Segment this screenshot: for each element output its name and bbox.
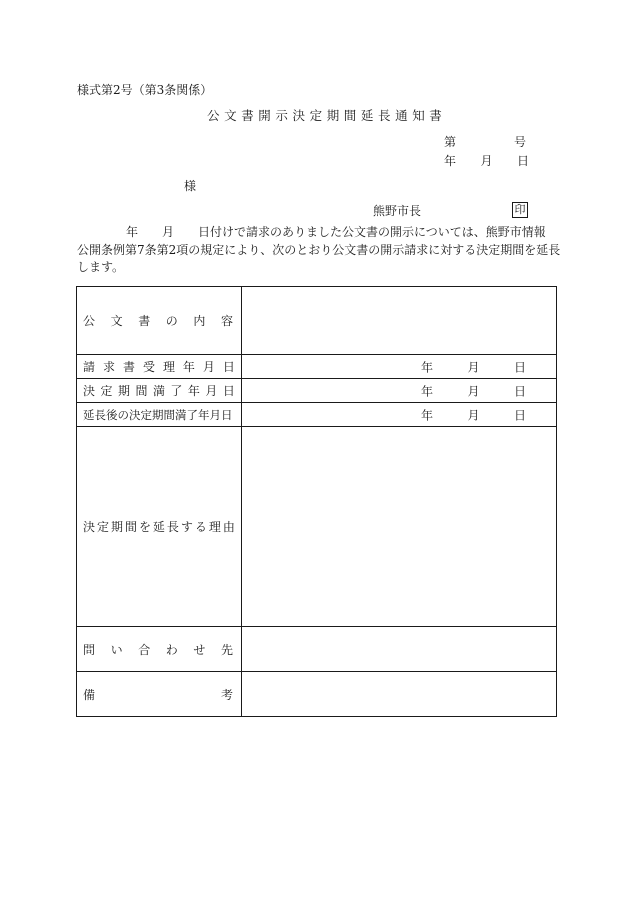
label-char: 容	[220, 314, 233, 328]
label-char: 合	[138, 642, 151, 657]
label-char: 由	[222, 520, 235, 534]
date-day: 日	[513, 408, 526, 422]
value-request-received-date[interactable]	[242, 355, 556, 378]
body-line-1-text: 日付けで請求のありました公文書の開示については、熊野市情報	[198, 225, 546, 239]
document-title: 公文書開示決定期間延長通知書	[207, 108, 447, 123]
table-row-contact	[77, 627, 556, 672]
label-char: 年	[182, 360, 195, 374]
label-char: 先	[220, 642, 233, 657]
label-char: 了	[170, 384, 183, 398]
date-month: 月	[467, 384, 480, 398]
notice-body	[77, 224, 561, 277]
date-day: 日	[513, 384, 526, 398]
value-contact[interactable]	[242, 627, 556, 671]
label-char: 間	[135, 384, 148, 398]
label-char: る	[194, 520, 207, 534]
value-decision-period-end-date[interactable]	[242, 379, 556, 402]
label-char: 理	[208, 520, 221, 534]
label-extension-reason	[77, 427, 242, 626]
date-month: 月	[467, 360, 480, 374]
label-char: 求	[102, 360, 115, 374]
label-request-received-date	[77, 355, 242, 378]
label-char: 理	[162, 360, 175, 374]
label-char: 定	[100, 384, 113, 398]
table-row-remarks	[77, 672, 556, 716]
addressee-honorific: 様	[184, 179, 197, 193]
label-char: 年	[187, 384, 200, 398]
label-char: 延	[152, 520, 165, 534]
value-extended-period-end-date[interactable]	[242, 403, 556, 426]
label-char: 文	[110, 314, 123, 328]
label-char: 月	[205, 384, 218, 398]
table-row-extended-period-end-date	[77, 403, 556, 427]
label-char: す	[180, 520, 193, 534]
table-row-request-received-date	[77, 355, 556, 379]
notice-form-table	[76, 286, 557, 717]
label-char: 満	[152, 384, 165, 398]
body-year: 年	[126, 225, 139, 239]
body-month: 月	[162, 225, 175, 239]
issue-date-year: 年	[444, 154, 457, 168]
table-row-extension-reason	[77, 427, 556, 627]
issue-date	[444, 155, 529, 167]
reference-number-prefix: 第	[444, 135, 457, 149]
label-document-content	[77, 287, 242, 354]
reference-number-suffix: 号	[514, 135, 527, 149]
label-char: 考	[220, 687, 233, 702]
form-number-label: 様式第2号（第3条関係）	[77, 83, 213, 97]
label-text-extended: 延長後の決定期間満了年月日	[83, 407, 233, 422]
body-line-3: します。	[77, 260, 125, 274]
value-extension-reason[interactable]	[242, 427, 556, 626]
label-char: 決	[83, 520, 96, 534]
label-char: わ	[165, 642, 178, 657]
issuer-name: 熊野市長	[373, 204, 422, 218]
table-row-decision-period-end-date	[77, 379, 556, 403]
body-line-1	[77, 224, 557, 242]
value-document-content[interactable]	[242, 287, 556, 354]
issue-date-day: 日	[516, 154, 529, 168]
date-day: 日	[513, 360, 526, 374]
label-extended-period-end-date	[77, 403, 242, 426]
seal-stamp: 印	[512, 202, 528, 218]
label-char: 書	[138, 314, 151, 328]
date-month: 月	[467, 408, 480, 422]
label-contact	[77, 627, 242, 671]
label-char: 期	[110, 520, 123, 534]
value-remarks[interactable]	[242, 672, 556, 716]
label-char: 請	[83, 360, 96, 374]
label-char: 月	[202, 360, 215, 374]
label-char: 日	[222, 384, 235, 398]
body-line-2: 公開条例第7条第2項の規定により、次のとおり公文書の開示請求に対する決定期間を延長	[77, 242, 561, 257]
label-char: 定	[96, 520, 109, 534]
label-char: 問	[83, 642, 96, 657]
label-char: い	[110, 642, 123, 657]
label-char: せ	[193, 642, 206, 657]
date-year: 年	[421, 384, 434, 398]
label-remarks	[77, 672, 242, 716]
label-char: 期	[117, 384, 130, 398]
label-char: 決	[83, 384, 96, 398]
label-char: を	[138, 520, 151, 534]
date-year: 年	[421, 360, 434, 374]
label-char: 内	[193, 314, 206, 328]
issue-date-month: 月	[480, 154, 493, 168]
date-year: 年	[421, 408, 434, 422]
label-char: 長	[166, 520, 179, 534]
label-char: 備	[83, 687, 96, 702]
label-char: 日	[222, 360, 235, 374]
table-row-document-content	[77, 287, 556, 355]
label-char: の	[165, 314, 178, 328]
label-char: 書	[122, 360, 135, 374]
label-char: 受	[142, 360, 155, 374]
label-decision-period-end-date	[77, 379, 242, 402]
label-char: 公	[83, 314, 96, 328]
label-char: 間	[124, 520, 137, 534]
